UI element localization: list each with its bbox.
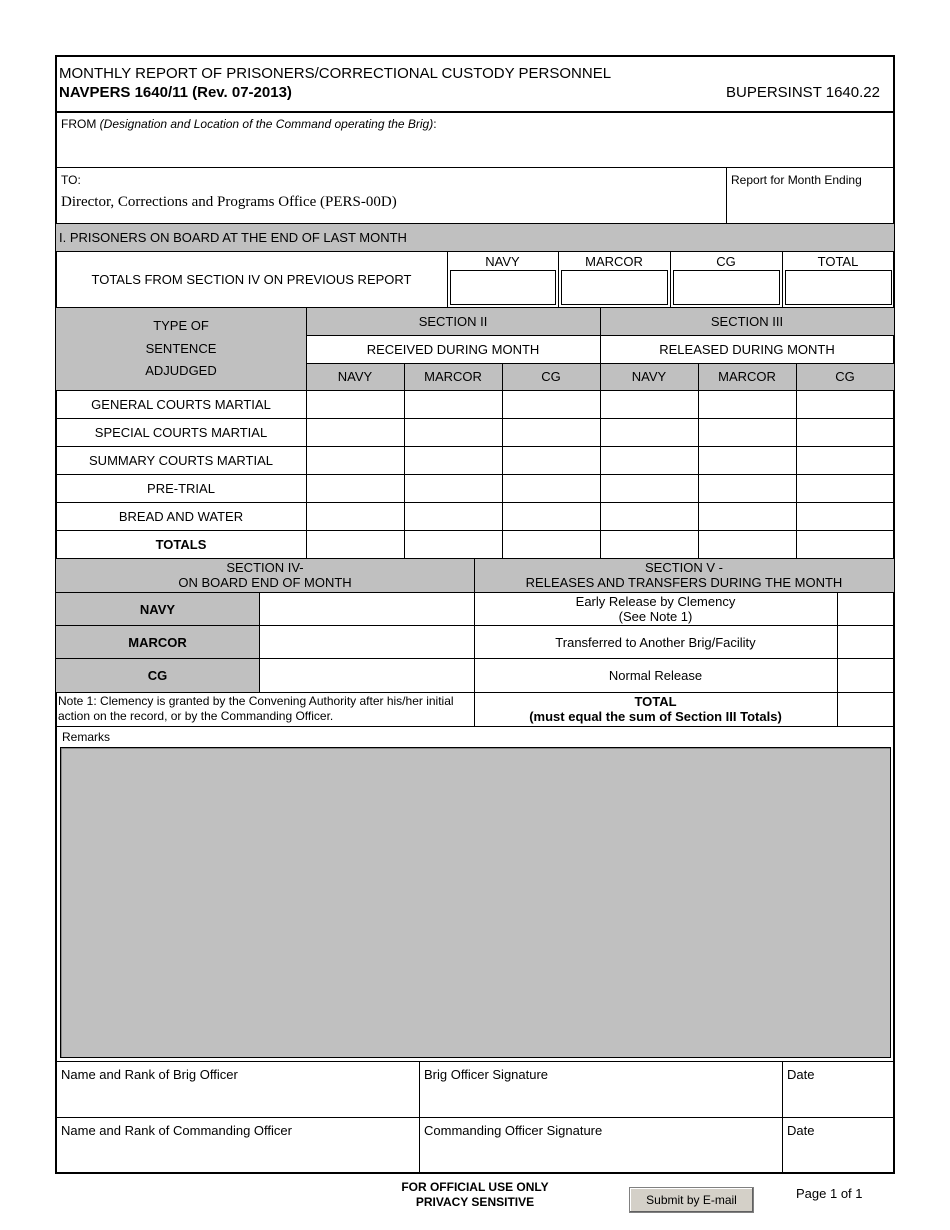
from-label-text: FROM: [61, 117, 97, 131]
early-release-line1: Early Release by Clemency: [575, 594, 736, 609]
section4-cg-input[interactable]: [260, 659, 473, 691]
date2-input[interactable]: [784, 1140, 892, 1171]
section4-title-line1: SECTION IV-: [226, 560, 304, 575]
co-signature-label: Commanding Officer Signature: [424, 1123, 603, 1138]
type-label-line3: ADJUDGED: [145, 363, 217, 378]
grid-col-cg-released: CG: [835, 369, 855, 384]
to-value: Director, Corrections and Programs Office (PERS-00D): [61, 194, 397, 210]
section1-totals-label: TOTALS FROM SECTION IV ON PREVIOUS REPORT: [91, 271, 412, 287]
co-signature-input[interactable]: [421, 1140, 780, 1171]
section1-col-total: TOTAL: [817, 253, 859, 269]
remarks-label: Remarks: [62, 730, 111, 744]
grid-col-navy-released: NAVY: [631, 369, 667, 384]
transferred-label: Transferred to Another Brig/Facility: [555, 634, 756, 650]
submit-email-button[interactable]: [629, 1187, 754, 1213]
row-pre-trial: PRE-TRIAL: [147, 481, 215, 496]
row-summary-courts-martial: SUMMARY COURTS MARTIAL: [89, 453, 273, 468]
brig-officer-name-input[interactable]: [58, 1084, 417, 1115]
page-number: Page 1 of 1: [796, 1186, 863, 1201]
grid-row-totals-inputs[interactable]: [307, 531, 894, 558]
section4-navy-label: NAVY: [139, 601, 176, 617]
section4-marcor-input[interactable]: [260, 626, 473, 658]
row-totals: TOTALS: [155, 537, 207, 552]
section3-subtitle: RELEASED DURING MONTH: [659, 341, 835, 357]
grid-col-marcor-released: MARCOR: [718, 369, 776, 384]
grid-row-general-inputs[interactable]: [307, 391, 894, 418]
submit-email-label: Submit by E-mail: [646, 1193, 737, 1207]
section2-subtitle: RECEIVED DURING MONTH: [366, 341, 540, 357]
footer-privacy: PRIVACY SENSITIVE: [415, 1195, 535, 1209]
transferred-input[interactable]: [838, 626, 894, 658]
grid-col-navy-received: NAVY: [337, 369, 373, 384]
footer-fouo: FOR OFFICIAL USE ONLY: [401, 1180, 549, 1194]
remarks-input[interactable]: [60, 747, 891, 1058]
section1-total-input[interactable]: [785, 270, 892, 305]
note-line2: action on the record, or by the Commanding Officer.: [58, 709, 334, 723]
from-colon: :: [433, 117, 437, 131]
from-hint: (Designation and Location of the Command operating the Brig): [99, 117, 434, 131]
section2-title: SECTION II: [418, 314, 488, 329]
from-label: [61, 117, 437, 132]
note-line1: Note 1: Clemency is granted by the Convening Authority after his/her initial: [58, 694, 454, 708]
section5-title-line2: RELEASES AND TRANSFERS DURING THE MONTH: [525, 575, 843, 590]
early-release-line2: (See Note 1): [618, 609, 693, 624]
section1-col-navy: NAVY: [485, 253, 520, 269]
section5-total-line2: (must equal the sum of Section III Totals): [529, 709, 782, 724]
section4-cg-label: CG: [147, 667, 168, 683]
row-bread-and-water: BREAD AND WATER: [118, 509, 244, 524]
section4-navy-input[interactable]: [260, 593, 473, 625]
report-month-label: Report for Month Ending: [731, 173, 862, 187]
instruction-number: BUPERSINST 1640.22: [726, 84, 880, 101]
brig-officer-signature-label: Brig Officer Signature: [424, 1067, 549, 1082]
section1-col-cg: CG: [716, 253, 736, 269]
brig-officer-name-label: Name and Rank of Brig Officer: [61, 1067, 238, 1082]
grid-row-bread-inputs[interactable]: [307, 503, 894, 530]
type-label-line1: TYPE OF: [153, 318, 209, 333]
section4-title-line2: ON BOARD END OF MONTH: [178, 575, 352, 590]
section1-cg-input[interactable]: [673, 270, 780, 305]
section1-col-marcor: MARCOR: [585, 253, 643, 269]
co-name-input[interactable]: [58, 1140, 417, 1171]
from-input[interactable]: [58, 133, 892, 165]
date1-input[interactable]: [784, 1084, 892, 1115]
to-label: TO:: [61, 173, 81, 187]
normal-release-input[interactable]: [838, 659, 894, 691]
report-month-input[interactable]: [729, 190, 892, 220]
grid-col-marcor-received: MARCOR: [424, 369, 482, 384]
date1-label: Date: [787, 1067, 815, 1082]
co-name-label: Name and Rank of Commanding Officer: [61, 1123, 292, 1138]
row-general-courts-martial: GENERAL COURTS MARTIAL: [91, 397, 271, 412]
brig-officer-signature-input[interactable]: [421, 1084, 780, 1115]
section5-total-input[interactable]: [838, 692, 894, 725]
type-label-line2: SENTENCE: [145, 341, 217, 356]
section1-title: I. PRISONERS ON BOARD AT THE END OF LAST MONTH: [59, 230, 407, 245]
section3-title: SECTION III: [710, 314, 784, 329]
grid-row-summary-inputs[interactable]: [307, 447, 894, 474]
section5-title-line1: SECTION V -: [644, 560, 723, 575]
section1-marcor-input[interactable]: [561, 270, 668, 305]
section1-navy-input[interactable]: [450, 270, 556, 305]
section5-total-line1: TOTAL: [634, 694, 677, 709]
grid-col-cg-received: CG: [541, 369, 561, 384]
date2-label: Date: [787, 1123, 815, 1138]
form-title: MONTHLY REPORT OF PRISONERS/CORRECTIONAL CUSTODY PERSONNEL: [59, 65, 612, 82]
early-release-input[interactable]: [838, 593, 894, 625]
section4-marcor-label: MARCOR: [128, 634, 187, 650]
grid-row-pretrial-inputs[interactable]: [307, 475, 894, 502]
form-number: NAVPERS 1640/11 (Rev. 07-2013): [59, 84, 292, 101]
normal-release-label: Normal Release: [608, 667, 703, 683]
grid-row-special-inputs[interactable]: [307, 419, 894, 446]
row-special-courts-martial: SPECIAL COURTS MARTIAL: [94, 425, 268, 440]
